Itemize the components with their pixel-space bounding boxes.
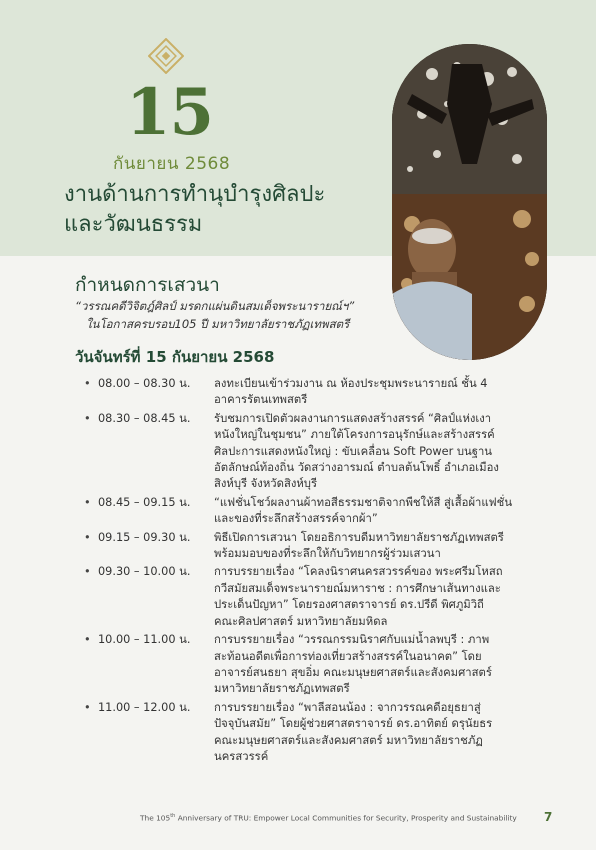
event-day: 15 <box>126 75 214 150</box>
footer-suffix: Anniversary of TRU: Empower Local Communities for Security, Prosperity and Sustainability <box>175 813 517 823</box>
schedule-day-heading: วันจันทร์ที่ 15 กันยายน 2568 <box>75 348 275 366</box>
schedule-line: และของที่ระลึกสร้างสรรค์จากผ้า” <box>214 512 378 526</box>
schedule-line: ประเด็นปัญหา” โดยรองศาสตราจารย์ ดร.ปรีดี พิศภูมิวิถี <box>214 598 484 612</box>
seminar-heading: กำหนดการเสวนา <box>75 274 220 296</box>
schedule-description <box>214 632 534 698</box>
schedule-description <box>214 495 534 528</box>
schedule-time: 08.00 – 08.30 น. <box>98 377 191 390</box>
schedule-item <box>84 411 534 493</box>
schedule-line: สะท้อนอดีตเพื่อการท่องเที่ยวสร้างสรรค์ในอนาคต” โดย <box>214 649 482 663</box>
page-number: 7 <box>544 810 553 824</box>
shadow-puppet-photo <box>392 44 547 360</box>
event-title-line: และวัฒนธรรม <box>64 212 203 237</box>
photo-illustration <box>392 44 547 360</box>
bullet-icon: • <box>84 633 91 647</box>
bullet-icon: • <box>84 700 91 714</box>
schedule-description <box>214 700 534 766</box>
schedule-line: มหาวิทยาลัยราชภัฏเทพสตรี <box>214 682 350 696</box>
schedule-item <box>84 632 534 698</box>
schedule-line: กวีสมัยสมเด็จพระนารายณ์มหาราช : การศึกษาเส้นทางและ <box>214 581 501 595</box>
schedule-line: ปัจจุบันสมัย” โดยผู้ช่วยศาสตราจารย์ ดร.อาทิตย์ ดรุนัยธร <box>214 717 493 731</box>
schedule-item <box>84 530 534 563</box>
schedule-line: การบรรยายเรื่อง “วรรณกรรมนิราศกับแม่น้ำลพบุรี : ภาพ <box>214 633 490 647</box>
schedule-line: การบรรยายเรื่อง “โคลงนิราศนครสวรรค์ของ พระศรีมโหสถ <box>214 565 503 579</box>
schedule-line: รับชมการเปิดตัวผลงานการแสดงสร้างสรรค์ “ศิลป์แห่งเงา <box>214 411 492 425</box>
schedule-line: อาคารรัตนเทพสตรี <box>214 393 308 407</box>
seminar-occasion: ในโอกาสครบรอบ105 ปี มหาวิทยาลัยราชภัฏเทพสตรี <box>86 317 350 331</box>
diamond-ornament-icon <box>148 38 184 74</box>
event-title <box>64 180 404 240</box>
schedule-line: พร้อมมอบของที่ระลึกให้กับวิทยากรผู้ร่วมเสวนา <box>214 547 441 561</box>
schedule-item <box>84 700 534 766</box>
event-month-year: กันยายน 2568 <box>113 154 231 174</box>
bullet-icon: • <box>84 530 91 544</box>
schedule-list <box>84 376 534 767</box>
seminar-subject: “วรรณคดีวิจิตฎ์ศิลป์ มรดกแผ่นดินสมเด็จพระนารายณ์ฯ” <box>75 299 355 313</box>
event-title-line: งานด้านการทำนุบำรุงศิลปะ <box>64 182 326 207</box>
schedule-time: 10.00 – 11.00 น. <box>98 633 191 647</box>
footer-prefix: The 105 <box>140 813 171 823</box>
schedule-line: พิธีเปิดการเสวนา โดยอธิการบดีมหาวิทยาลัยราชภัฏเทพสตรี <box>214 530 504 544</box>
schedule-description <box>214 564 534 630</box>
schedule-time: 09.30 – 10.00 น. <box>98 565 191 579</box>
bullet-icon: • <box>84 495 91 509</box>
schedule-line: สิงห์บุรี จังหวัดสิงห์บุรี <box>214 477 318 491</box>
schedule-time: 08.30 – 08.45 น. <box>98 411 191 425</box>
schedule-item <box>84 564 534 630</box>
bullet-icon: • <box>84 565 91 579</box>
schedule-item <box>84 376 534 409</box>
schedule-line: “แฟชั่นโชว์ผลงานผ้าทอสีธรรมชาติจากพืชให้สี สู่เสื้อผ้าแฟชั่น <box>214 495 513 509</box>
footer-text <box>140 813 517 822</box>
schedule-line: คณะศิลปศาสตร์ มหาวิทยาลัยมหิดล <box>214 614 388 628</box>
schedule-line: อาจารย์สนธยา สุขอิ่ม คณะมนุษยศาสตร์และสังคมศาสตร์ <box>214 665 492 679</box>
schedule-line: หนังใหญ่ในชุมชน” ภายใต้โครงการอนุรักษ์และสร้างสรรค์ <box>214 428 495 442</box>
schedule-line: ศิลปะการแสดงหนังใหญ่ : ขับเคลื่อน Soft Power บนฐาน <box>214 444 493 458</box>
schedule-line: คณะมนุษยศาสตร์และสังคมศาสตร์ มหาวิทยาลัยราชภัฏ <box>214 733 483 747</box>
schedule-time: 09.15 – 09.30 น. <box>98 530 191 544</box>
bullet-icon: • <box>84 377 91 390</box>
schedule-line: ลงทะเบียนเข้าร่วมงาน ณ ห้องประชุมพระนารายณ์ ชั้น 4 <box>214 377 488 390</box>
schedule-line: อัตลักษณ์ท้องถิ่น วัดสว่างอารมณ์ ตำบลต้นโพธิ์ อำเภอเมือง <box>214 461 499 475</box>
schedule-item <box>84 495 534 528</box>
footer-sup: th <box>170 813 176 819</box>
schedule-description <box>214 376 534 409</box>
schedule-line: การบรรยายเรื่อง “พาลีสอนน้อง : จากวรรณคดีอยุธยาสู่ <box>214 700 481 714</box>
schedule-description <box>214 411 534 493</box>
schedule-time: 11.00 – 12.00 น. <box>98 700 191 714</box>
bullet-icon: • <box>84 411 91 425</box>
schedule-line: นครสวรรค์ <box>214 749 269 763</box>
schedule-time: 08.45 – 09.15 น. <box>98 495 191 509</box>
schedule-description <box>214 530 534 563</box>
